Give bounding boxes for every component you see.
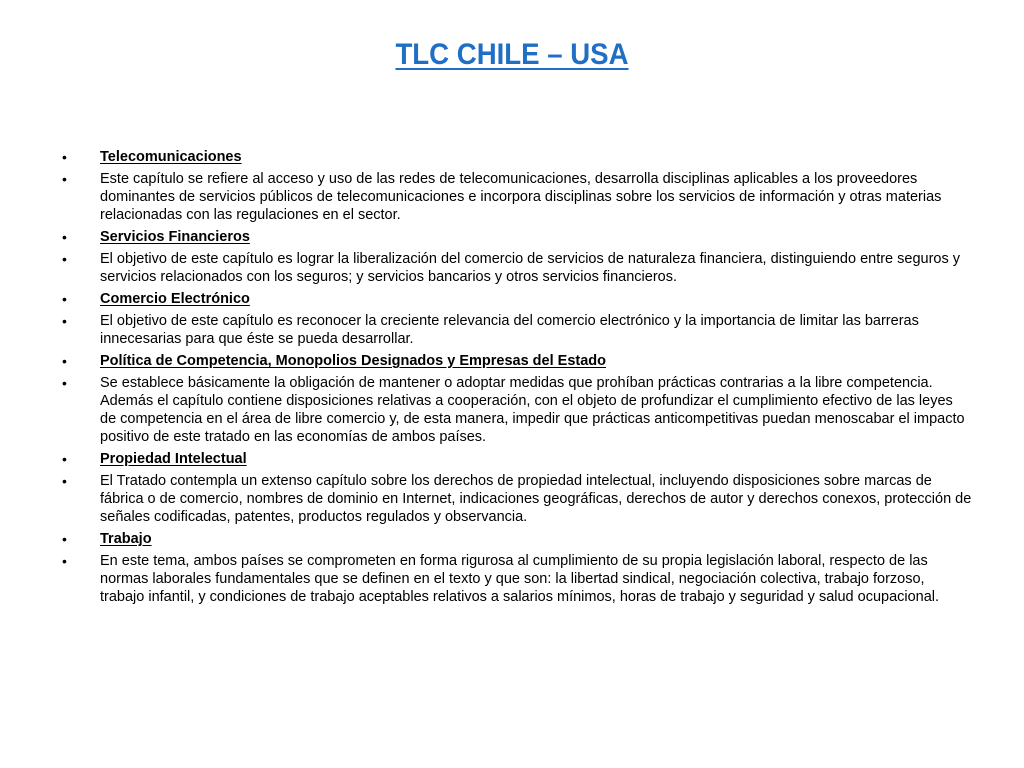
list-item-competition-heading: [62, 352, 972, 370]
bullet-icon: •: [62, 473, 67, 489]
section-heading: Telecomunicaciones: [100, 149, 242, 165]
list-item-finance-body: [62, 250, 972, 286]
section-body: El objetivo de este capítulo es reconocer la creciente relevancia del comercio electrónico y la importancia de limitar las barreras innecesarias para que éste se pueda desarrollar.: [100, 313, 919, 347]
bullet-icon: •: [62, 251, 67, 267]
bullet-icon: •: [62, 313, 67, 329]
list-item-ip-body: [62, 472, 972, 526]
bullet-icon: •: [62, 531, 67, 547]
bullet-icon: •: [62, 553, 67, 569]
section-heading: Propiedad Intelectual: [100, 451, 247, 467]
bullet-icon: •: [62, 291, 67, 307]
list-item-ecommerce-heading: [62, 290, 972, 308]
bullet-icon: •: [62, 353, 67, 369]
bullet-icon: •: [62, 171, 67, 187]
list-item-ecommerce-body: [62, 312, 972, 348]
section-heading: Trabajo: [100, 531, 152, 547]
list-item-telecom-heading: [62, 148, 972, 166]
section-body: En este tema, ambos países se comprometen en forma rigurosa al cumplimiento de su propia legislación laboral, respecto de las normas laborales fundamentales que se definen en el texto y que son: la libertad sindical, negociación colectiva, trabajo forzoso, trabajo infantil, y condiciones de trabajo aceptables relativos a salarios mínimos, horas de trabajo y seguridad y salud ocupacional.: [100, 553, 940, 605]
bullet-icon: •: [62, 375, 67, 391]
section-body: Se establece básicamente la obligación de mantener o adoptar medidas que prohíban prácticas contrarias a la libre competencia. Además el capítulo contiene disposiciones relativas a cooperación, con el objeto de profundizar el cumplimiento efectivo de las leyes de competencia en el área de libre comercio y, de esta manera, impedir que prácticas anticompetitivas puedan menoscabar el impacto positivo de este tratado en las economías de ambos países.: [100, 375, 965, 445]
bullet-icon: •: [62, 229, 67, 245]
section-heading: Servicios Financieros: [100, 229, 250, 245]
bullet-icon: •: [62, 451, 67, 467]
section-heading: Comercio Electrónico: [100, 291, 250, 307]
section-body: El Tratado contempla un extenso capítulo sobre los derechos de propiedad intelectual, incluyendo disposiciones sobre marcas de fábrica o de comercio, nombres de dominio en Internet, indicaciones geográficas, derechos de autor y derechos conexos, protección de señales codificadas, patentes, productos regulados y observancia.: [100, 473, 972, 525]
section-heading: Política de Competencia, Monopolios Designados y Empresas del Estado: [100, 353, 607, 369]
list-item-labor-body: [62, 552, 972, 606]
list-item-finance-heading: [62, 228, 972, 246]
list-item-telecom-body: [62, 170, 972, 224]
slide-title: TLC CHILE – USA: [395, 38, 629, 71]
list-item-labor-heading: [62, 530, 972, 548]
list-item-competition-body: [62, 374, 972, 446]
section-body: El objetivo de este capítulo es lograr la liberalización del comercio de servicios de naturaleza financiera, distinguiendo entre seguros y servicios relacionados con los seguros; y servicios bancarios y otros servicios financieros.: [100, 251, 961, 285]
section-body: Este capítulo se refiere al acceso y uso de las redes de telecomunicaciones, desarrolla disciplinas aplicables a los proveedores dominantes de servicios públicos de telecomunicaciones e incorpora disciplinas sobre los servicios de información y otras materias relacionadas con las regulaciones en el sector.: [100, 171, 942, 223]
bullet-icon: •: [62, 149, 67, 165]
content-list: [62, 148, 972, 610]
list-item-ip-heading: [62, 450, 972, 468]
